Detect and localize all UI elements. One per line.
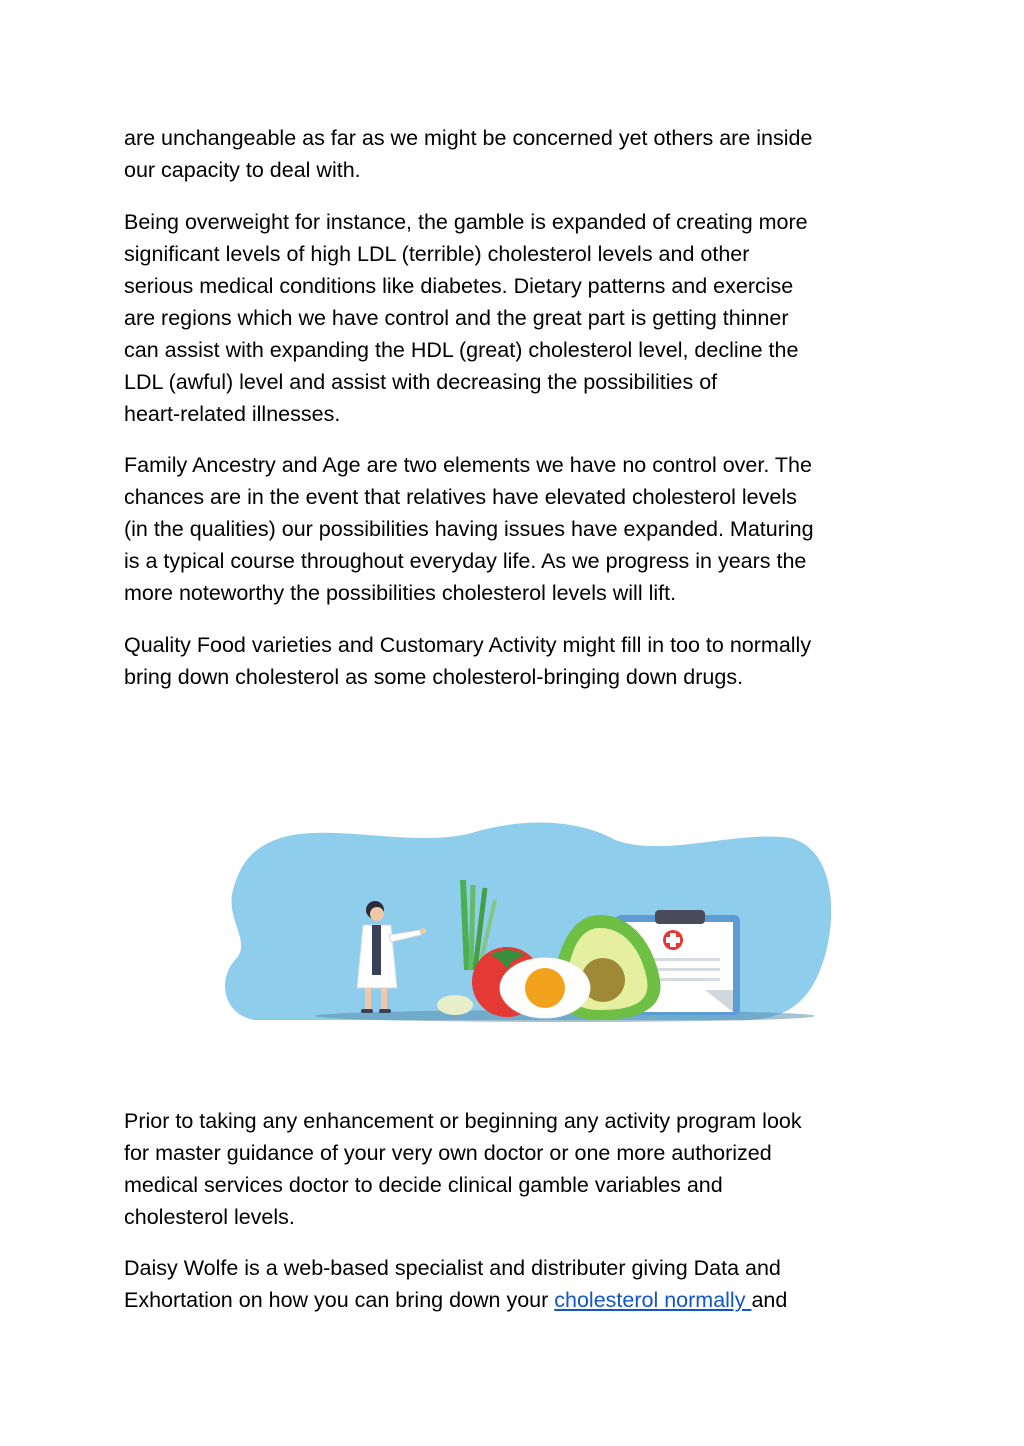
text-line: bring down cholesterol as some cholesterol-bringing down drugs. (124, 665, 744, 689)
text-line: (in the qualities) our possibilities having issues have expanded. Maturing (124, 517, 814, 541)
text-line: Family Ancestry and Age are two elements we have no control over. The (124, 453, 812, 477)
text-line: serious medical conditions like diabetes. Dietary patterns and exercise (124, 274, 794, 298)
text-line: LDL (awful) level and assist with decreasing the possibilities of (124, 370, 718, 394)
text-line: Quality Food varieties and Customary Activity might fill in too to normally (124, 633, 812, 657)
text-before-link: Exhortation on how you can bring down your (124, 1288, 555, 1312)
text-line: are unchangeable as far as we might be concerned yet others are inside (124, 126, 813, 150)
text-line: chances are in the event that relatives have elevated cholesterol levels (124, 485, 797, 509)
doctor-healthy-food-illustration-icon (215, 810, 835, 1032)
text-line: are regions which we have control and the great part is getting thinner (124, 306, 789, 330)
paragraph-3 (124, 449, 914, 609)
text-after-link: and (751, 1288, 788, 1312)
paragraph-5 (124, 1105, 914, 1233)
text-line: heart-related illnesses. (124, 402, 341, 426)
text-line: our capacity to deal with. (124, 158, 361, 182)
cholesterol-normally-link[interactable]: cholesterol normally (554, 1288, 752, 1312)
text-line: cholesterol levels. (124, 1205, 295, 1229)
text-line: Daisy Wolfe is a web-based specialist and distributer giving Data and (124, 1256, 781, 1280)
paragraph-1 (124, 122, 914, 186)
text-line: significant levels of high LDL (terrible) cholesterol levels and other (124, 242, 750, 266)
text-line: Prior to taking any enhancement or beginning any activity program look (124, 1109, 802, 1133)
paragraph-2 (124, 206, 914, 430)
text-line: Being overweight for instance, the gamble is expanded of creating more (124, 210, 808, 234)
text-line: is a typical course throughout everyday life. As we progress in years the (124, 549, 807, 573)
paragraph-closing (124, 1252, 914, 1316)
paragraph-4 (124, 629, 914, 693)
text-line: for master guidance of your very own doctor or one more authorized (124, 1141, 772, 1165)
text-line: medical services doctor to decide clinical gamble variables and (124, 1173, 723, 1197)
text-line-with-link (124, 1284, 914, 1316)
egg (500, 958, 590, 1018)
text-line: can assist with expanding the HDL (great) cholesterol level, decline the (124, 338, 799, 362)
text-line: more noteworthy the possibilities cholesterol levels will lift. (124, 581, 677, 605)
